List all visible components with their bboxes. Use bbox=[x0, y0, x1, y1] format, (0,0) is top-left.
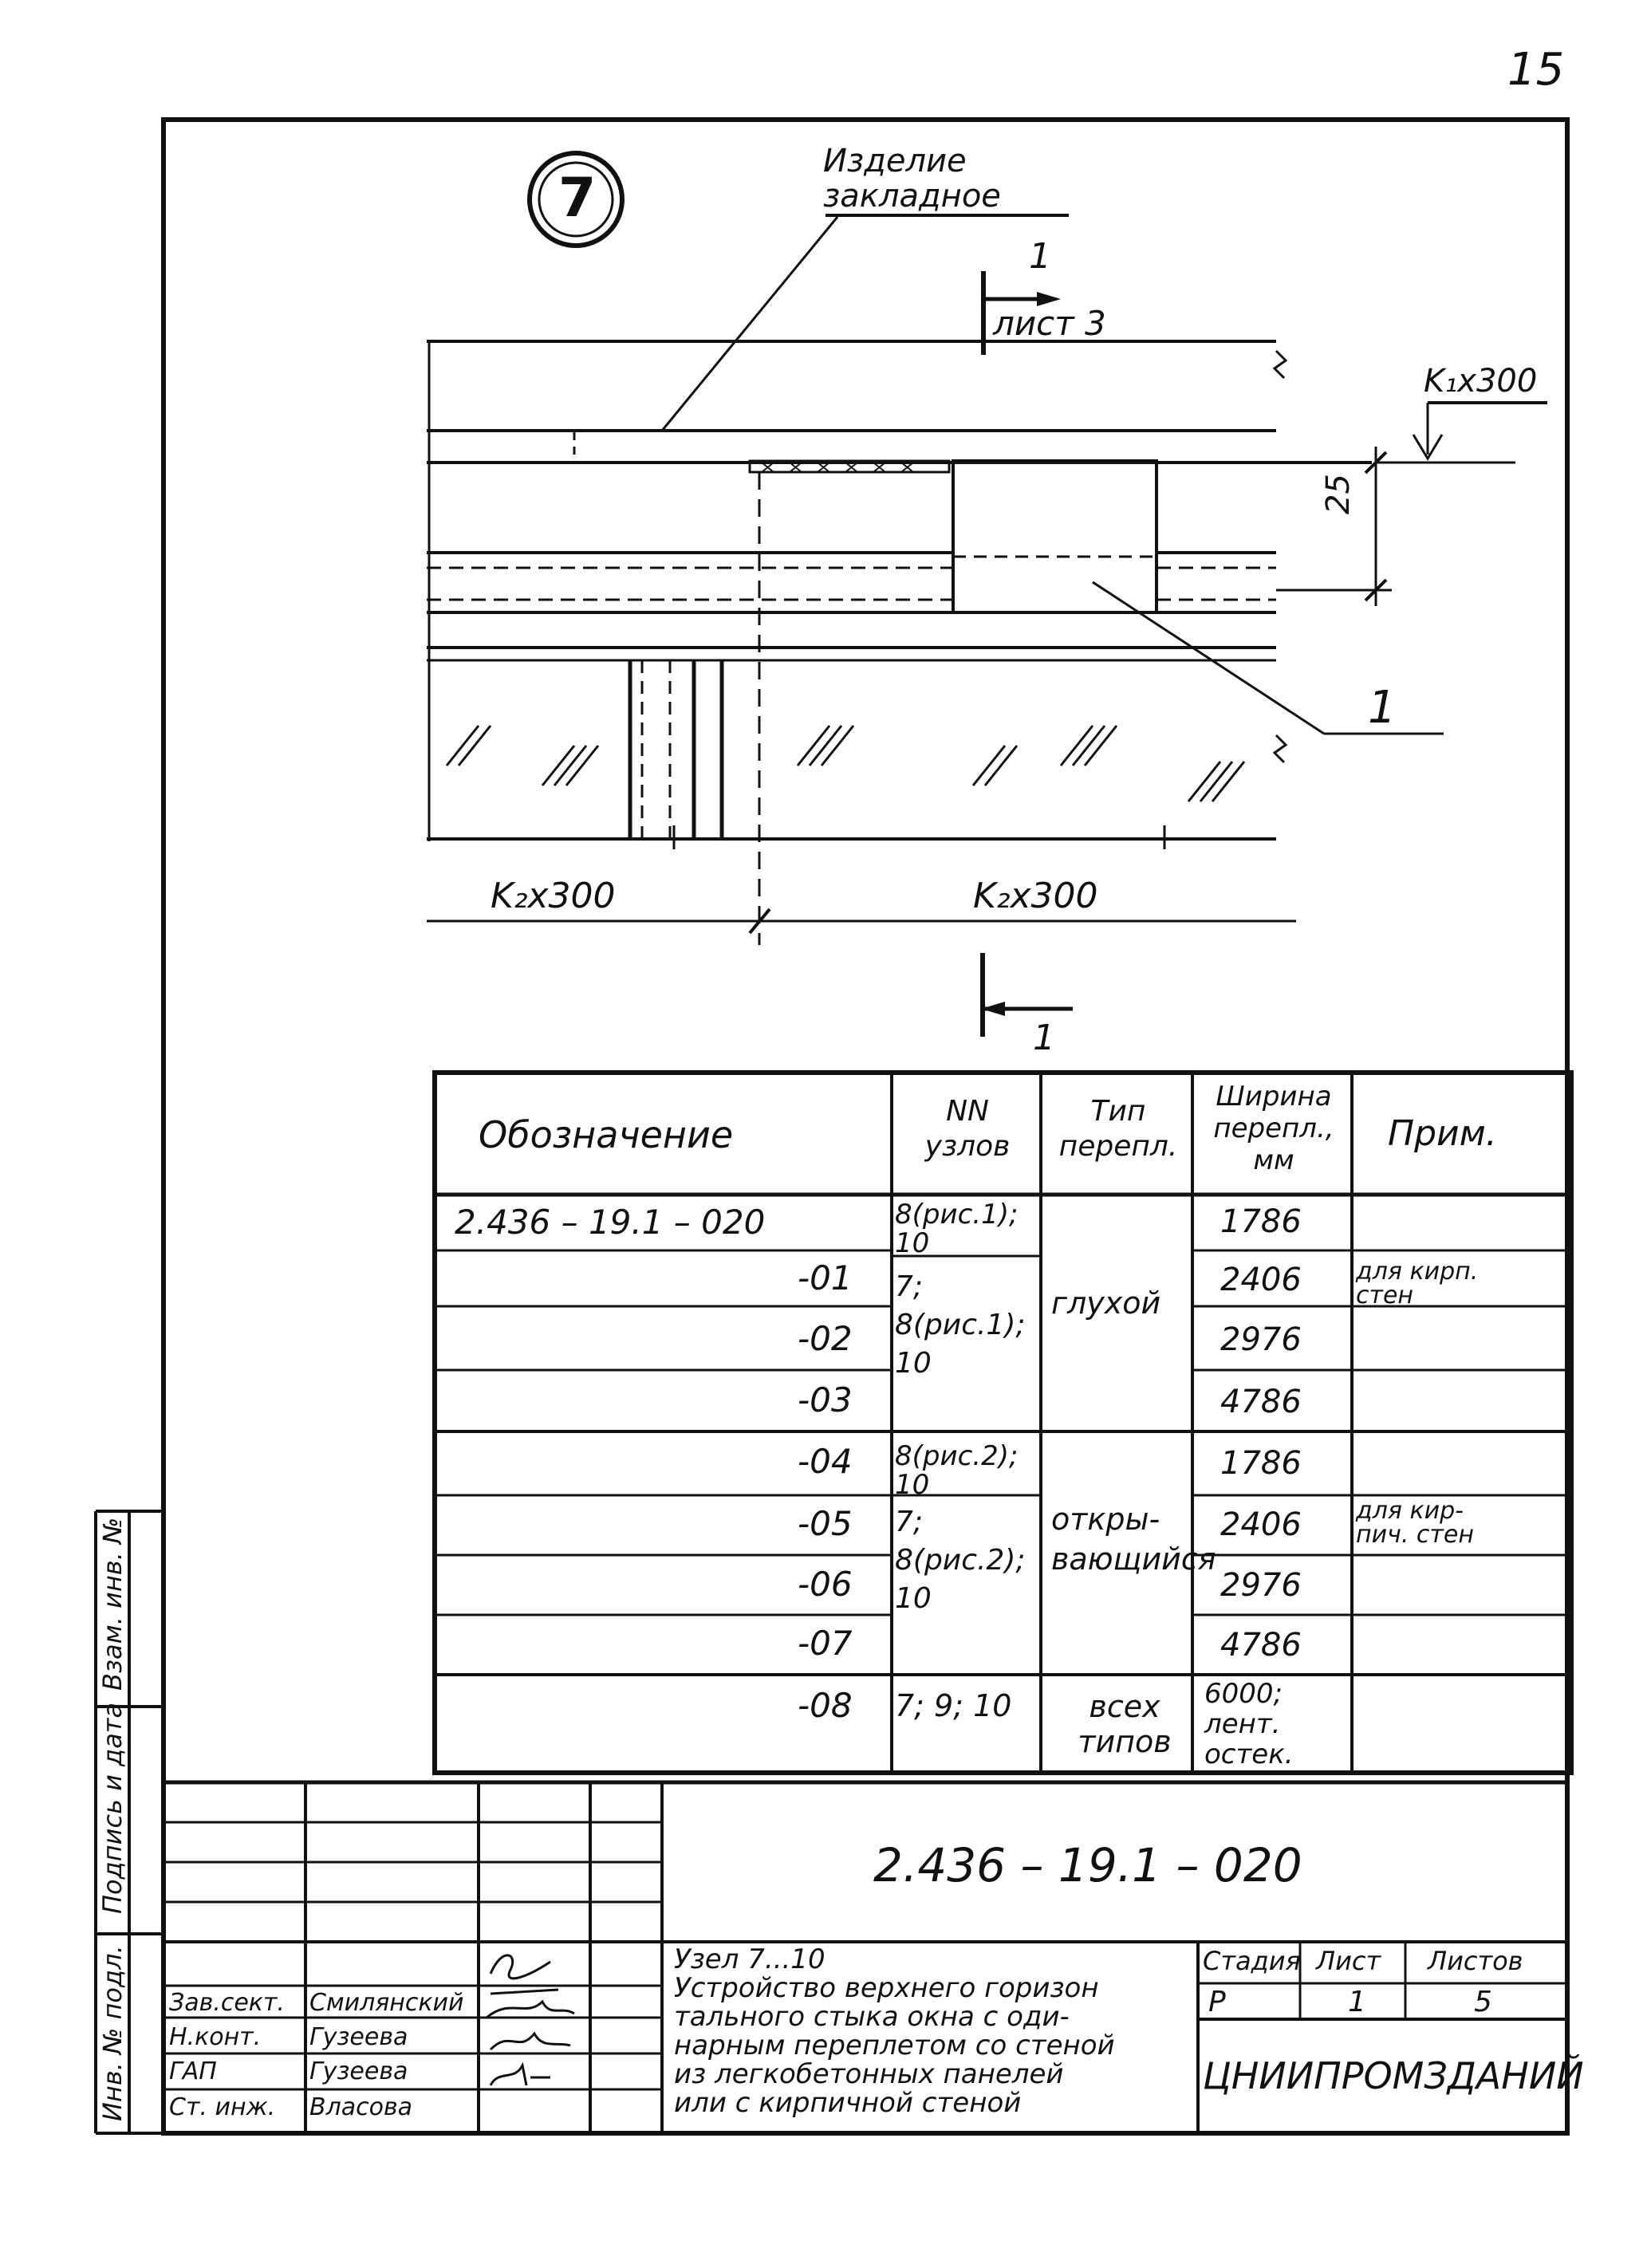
spec-header-width: Ширина перепл., мм bbox=[1213, 1081, 1334, 1176]
spec-header-nodes: NN узлов bbox=[924, 1095, 1011, 1163]
dim-top-right: K₁x300 bbox=[1424, 363, 1538, 400]
spec-designation-0: 2.436 – 19.1 – 020 bbox=[455, 1203, 766, 1242]
spec-nodes-1: 7; 8(рис.1); 10 bbox=[895, 1270, 1026, 1380]
side-stamp-inventory: Инв. № подл. bbox=[97, 1945, 128, 2121]
callout-leader bbox=[662, 217, 837, 431]
title-line-3: нарным переплетом со стеной bbox=[674, 2030, 1115, 2061]
dim-bottom-left: K₂x300 bbox=[491, 876, 616, 916]
spec-width-3: 4786 bbox=[1220, 1384, 1302, 1420]
spec-nodes-4: 7; 9; 10 bbox=[895, 1688, 1012, 1723]
spec-designation-4: -04 bbox=[798, 1442, 853, 1481]
section-label-top: 1 bbox=[1029, 236, 1051, 277]
spec-designation-6: -06 bbox=[798, 1565, 853, 1604]
glass-hatch bbox=[447, 726, 1244, 801]
role-2: ГАП bbox=[169, 2057, 217, 2085]
stage-value: Р bbox=[1208, 1986, 1226, 2018]
item-1-leader bbox=[1093, 582, 1324, 734]
spec-table-grid bbox=[435, 1073, 1571, 1773]
spec-width-6: 2976 bbox=[1220, 1567, 1302, 1604]
callout-item-1: 1 bbox=[1368, 682, 1397, 734]
title-line-1: Устройство верхнего горизон bbox=[674, 1972, 1099, 2004]
callout-embedded-part: Изделие закладное bbox=[823, 143, 1001, 215]
title-line-2: тального стыка окна с оди- bbox=[674, 2001, 1070, 2033]
title-line-4: из легкобетонных панелей bbox=[674, 2058, 1064, 2090]
name-1: Гузеева bbox=[309, 2023, 408, 2051]
organization: ЦНИИПРОМЗДАНИЙ bbox=[1203, 2054, 1584, 2097]
break-mark-top bbox=[1275, 351, 1286, 378]
spec-width-1: 2406 bbox=[1220, 1262, 1302, 1298]
side-stamp-signature: Подпись и дата bbox=[97, 1702, 128, 1914]
sheets-label: Листов bbox=[1428, 1946, 1523, 1976]
spec-designation-8: -08 bbox=[798, 1686, 853, 1725]
spec-nodes-0: 8(рис.1); 10 bbox=[895, 1199, 1019, 1259]
name-2: Гузеева bbox=[309, 2057, 408, 2085]
name-3: Власова bbox=[309, 2093, 413, 2121]
spec-type-1: откры-вающийся bbox=[1051, 1502, 1216, 1577]
role-0: Зав.сект. bbox=[169, 1989, 285, 2017]
role-1: Н.конт. bbox=[169, 2023, 262, 2051]
spec-designation-3: -03 bbox=[798, 1380, 853, 1419]
dim-vertical: 25 bbox=[1320, 474, 1357, 514]
spec-designation-7: -07 bbox=[798, 1624, 853, 1663]
spec-type-0: глухой bbox=[1051, 1286, 1161, 1321]
spec-type-2: всех типов bbox=[1078, 1689, 1172, 1759]
spec-header-designation: Обозначение bbox=[479, 1113, 734, 1156]
element-1 bbox=[953, 461, 1156, 612]
spec-header-type: Тип перепл. bbox=[1058, 1095, 1178, 1163]
spec-designation-1: -01 bbox=[798, 1258, 853, 1297]
sheets-value: 5 bbox=[1474, 1986, 1492, 2018]
sheet-frame bbox=[164, 120, 1567, 2133]
spec-width-7: 4786 bbox=[1220, 1627, 1302, 1664]
section-label-bottom: 1 bbox=[1033, 1018, 1055, 1058]
sheet-label: Лист bbox=[1316, 1946, 1381, 1976]
signatures bbox=[487, 1955, 574, 2085]
side-stamp-replacement: Взам. инв. № bbox=[97, 1517, 128, 1691]
spec-header-note: Прим. bbox=[1388, 1113, 1497, 1154]
spec-note-0: для кирп. стен bbox=[1356, 1258, 1479, 1309]
spec-width-4: 1786 bbox=[1220, 1445, 1302, 1482]
title-line-5: или с кирпичной стеной bbox=[674, 2087, 1022, 2119]
name-0: Смилянский bbox=[309, 1989, 464, 2017]
spec-designation-2: -02 bbox=[798, 1319, 853, 1358]
spec-note-1: для кир-пич. стен bbox=[1356, 1497, 1474, 1549]
node-number: 7 bbox=[558, 167, 597, 230]
spec-width-8: 6000; лент. остек. bbox=[1204, 1678, 1294, 1770]
dim-bottom-right: K₂x300 bbox=[973, 876, 1098, 916]
page-number: 15 bbox=[1507, 44, 1565, 96]
spec-designation-5: -05 bbox=[798, 1504, 853, 1543]
spec-width-0: 1786 bbox=[1220, 1203, 1302, 1240]
spec-width-5: 2406 bbox=[1220, 1506, 1302, 1543]
stage-label: Стадия bbox=[1203, 1946, 1301, 1976]
role-3: Ст. инж. bbox=[169, 2093, 276, 2121]
section-sheet-ref: лист 3 bbox=[993, 304, 1106, 343]
title-line-0: Узел 7...10 bbox=[674, 1943, 826, 1975]
spec-width-2: 2976 bbox=[1220, 1321, 1302, 1358]
document-code: 2.436 – 19.1 – 020 bbox=[873, 1838, 1302, 1892]
break-mark-mid bbox=[1275, 735, 1286, 762]
sheet-value: 1 bbox=[1348, 1986, 1366, 2018]
spec-nodes-2: 8(рис.2); 10 bbox=[895, 1440, 1019, 1501]
spec-nodes-3: 7; 8(рис.2); 10 bbox=[895, 1506, 1026, 1615]
